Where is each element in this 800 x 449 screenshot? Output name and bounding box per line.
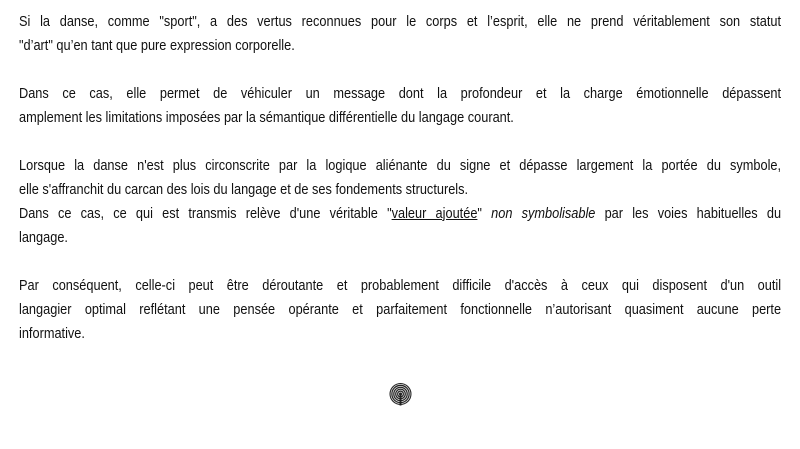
labyrinth-icon — [389, 382, 412, 406]
text-line: informative. — [19, 326, 85, 342]
text-line: Par conséquent, celle-ci peut être déroutante et probablement difficile d'accès à ceux qui disposent d'un outil — [19, 278, 782, 294]
text-span: " — [477, 206, 492, 222]
italic-text: non symbolisable — [491, 206, 596, 222]
text-line: langagier optimal reflétant une pensée opérante et parfaitement fonctionnelle n’autorisant quasiment aucune perte — [19, 302, 782, 318]
underlined-text: valeur ajoutée — [391, 206, 478, 222]
text-line — [19, 202, 781, 226]
text-line: amplement les limitations imposées par la sémantique différentielle du langage courant. — [19, 110, 514, 126]
document-body — [19, 10, 781, 346]
text-line: "d’art" qu’en tant que pure expression corporelle. — [19, 38, 295, 54]
text-line: langage. — [19, 230, 68, 246]
text-line: elle s'affranchit du carcan des lois du langage et de ses fondements structurels. — [19, 182, 469, 198]
text-line: Dans ce cas, elle permet de véhiculer un message dont la profondeur et la charge émotionnelle dépassent — [19, 86, 782, 102]
text-line: Si la danse, comme "sport", a des vertus reconnues pour le corps et l’esprit, elle ne prend véritablement son statut — [19, 14, 782, 30]
paragraph-2 — [19, 82, 781, 130]
paragraph-4 — [19, 274, 781, 346]
paragraph-3 — [19, 154, 781, 250]
text-line: Lorsque la danse n'est plus circonscrite par la logique aliénante du signe et dépasse largement la portée du symbole, — [19, 158, 782, 174]
text-span: Dans ce cas, ce qui est transmis relève d'une véritable " — [19, 206, 392, 222]
text-span: par les voies habituelles du — [595, 206, 782, 222]
paragraph-1 — [19, 10, 781, 58]
